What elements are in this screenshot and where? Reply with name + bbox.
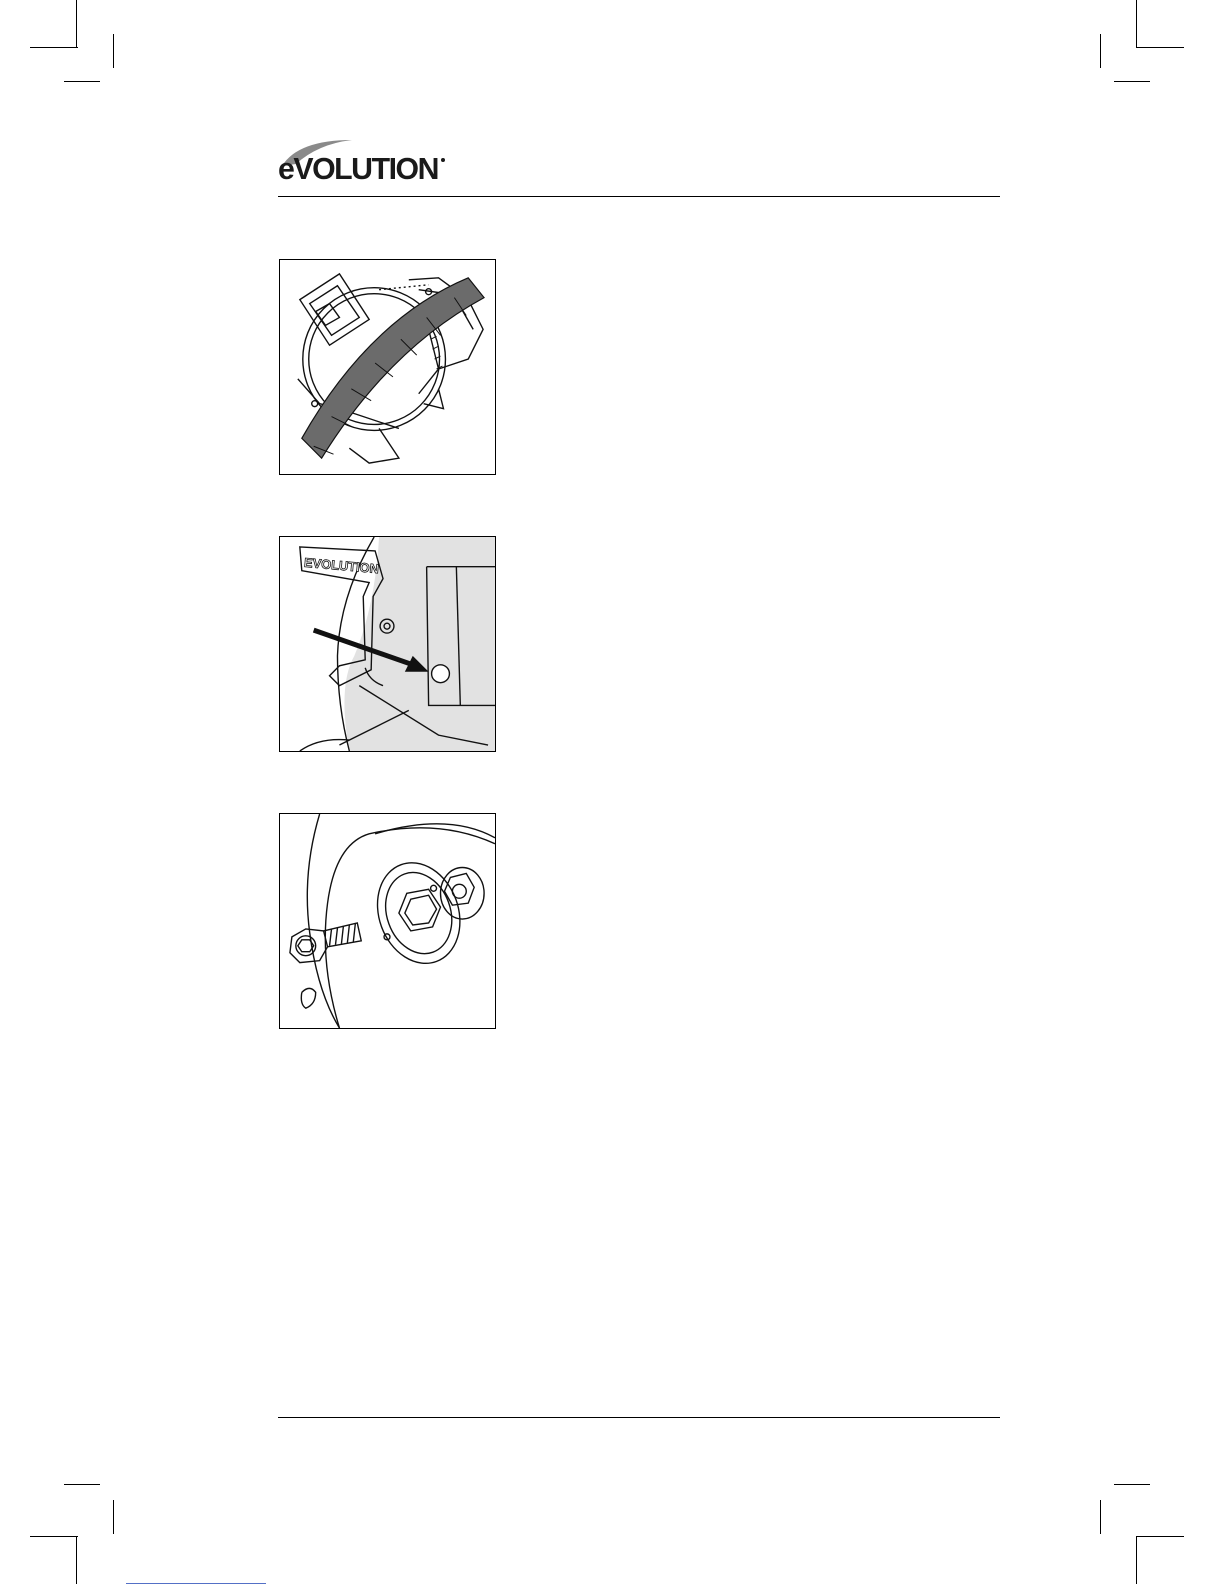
- figure-1: [279, 259, 496, 475]
- crop-mark: [76, 0, 77, 48]
- crop-mark: [76, 1536, 77, 1584]
- evolution-logo: [278, 138, 448, 184]
- crop-mark: [1100, 1500, 1101, 1534]
- crop-mark: [1100, 34, 1101, 68]
- crop-mark: [64, 81, 100, 82]
- crop-mark: [1136, 47, 1184, 48]
- evolution-logo-graphic: [278, 138, 448, 184]
- header-rule: [278, 196, 1000, 197]
- crop-mark: [1114, 81, 1150, 82]
- crop-mark: [113, 1500, 114, 1534]
- crop-mark: [1136, 0, 1137, 48]
- handle-brand-text: EVOLUTION: [303, 554, 380, 577]
- crop-mark: [64, 1484, 100, 1485]
- crop-mark: [1114, 1484, 1150, 1485]
- figure-3: [279, 813, 496, 1029]
- svg-text:eVOLUTION: eVOLUTION: [278, 151, 439, 184]
- handle-lock-button-arrow-icon: [280, 537, 495, 751]
- figure-2: [279, 536, 496, 752]
- crop-mark: [30, 1536, 78, 1537]
- crop-mark: [1136, 1536, 1137, 1584]
- footer-rule: [278, 1417, 1000, 1418]
- blade-bolt-flange-exploded-icon: [280, 814, 495, 1028]
- crop-mark: [113, 34, 114, 68]
- crop-mark: [1136, 1536, 1184, 1537]
- mitre-saw-top-view-taped-icon: [280, 260, 495, 474]
- crop-mark: [30, 47, 78, 48]
